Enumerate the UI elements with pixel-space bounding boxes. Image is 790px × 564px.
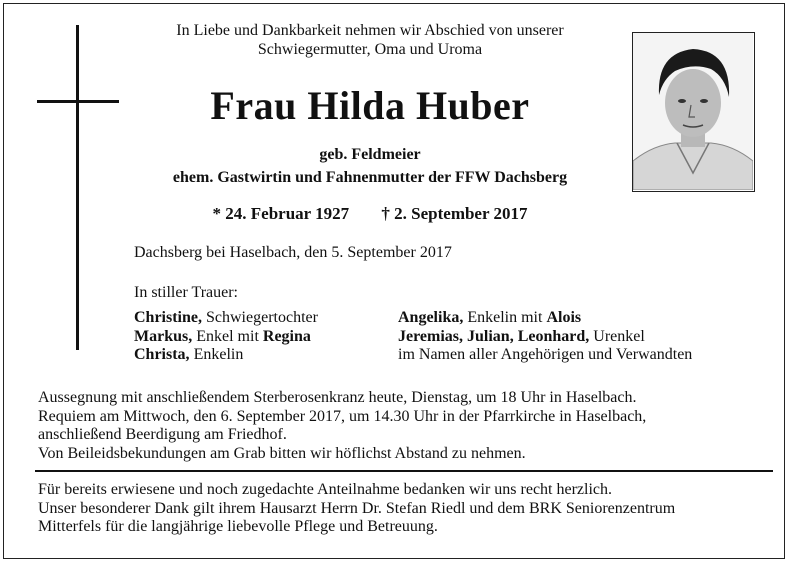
thanks-text — [38, 481, 675, 537]
deceased-name: Frau Hilda Huber — [210, 83, 530, 128]
divider — [35, 470, 773, 472]
mourners-right — [398, 309, 692, 365]
notes-line: Aussegnung mit anschließendem Sterberosenkranz heute, Dienstag, um 18 Uhr in Haselbach. — [38, 389, 637, 406]
intro-line-1: In Liebe und Dankbarkeit nehmen wir Abschied von unserer — [176, 22, 564, 39]
birth-name: geb. Feldmeier — [319, 146, 421, 163]
death-date: † 2. September 2017 — [381, 204, 528, 223]
cross-icon-vertical — [76, 25, 79, 350]
mourners-left — [134, 309, 318, 365]
thanks-line: Für bereits erwiesene und noch zugedachte Anteilnahme bedanken wir uns recht herzlich. — [38, 481, 613, 498]
birth-date: * 24. Februar 1927 — [212, 204, 350, 223]
mourner-entry: Jeremias, Julian, Leonhard, Urenkel — [398, 327, 645, 345]
portrait-photo — [632, 32, 755, 192]
service-notes — [38, 389, 646, 463]
notes-line: Von Beileidsbekundungen am Grab bitten wir höflichst Abstand zu nehmen. — [38, 444, 526, 462]
deceased-role: ehem. Gastwirtin und Fahnenmutter der FFW Dachsberg — [172, 169, 568, 186]
thanks-line: Unser besonderer Dank gilt ihrem Hausarzt Herrn Dr. Stefan Riedl und dem BRK Seniorenzentrum — [38, 499, 676, 517]
mourners-label: In stiller Trauer: — [134, 284, 238, 301]
notes-line: anschließend Beerdigung am Friedhof. — [38, 426, 287, 443]
intro-text — [120, 21, 620, 59]
mourner-entry: Christine, Schwiegertochter — [134, 309, 318, 326]
portrait-icon — [633, 33, 753, 190]
intro-line-2: Schwiegermutter, Oma und Uroma — [257, 41, 483, 58]
mourner-entry: Christa, Enkelin — [134, 346, 244, 363]
notes-line: Requiem am Mittwoch, den 6. September 2017, um 14.30 Uhr in der Pfarrkirche in Haselbach, — [38, 407, 647, 425]
life-dates — [130, 204, 610, 224]
thanks-line: Mitterfels für die langjährige liebevolle Pflege und Betreuung. — [38, 518, 438, 535]
mourner-entry: Markus, Enkel mit Regina — [134, 327, 311, 345]
cross-icon-horizontal — [37, 100, 119, 103]
mourner-entry: im Namen aller Angehörigen und Verwandten — [398, 346, 693, 363]
place-date: Dachsberg bei Haselbach, den 5. September 2017 — [134, 244, 452, 261]
mourner-entry: Angelika, Enkelin mit Alois — [398, 309, 582, 326]
